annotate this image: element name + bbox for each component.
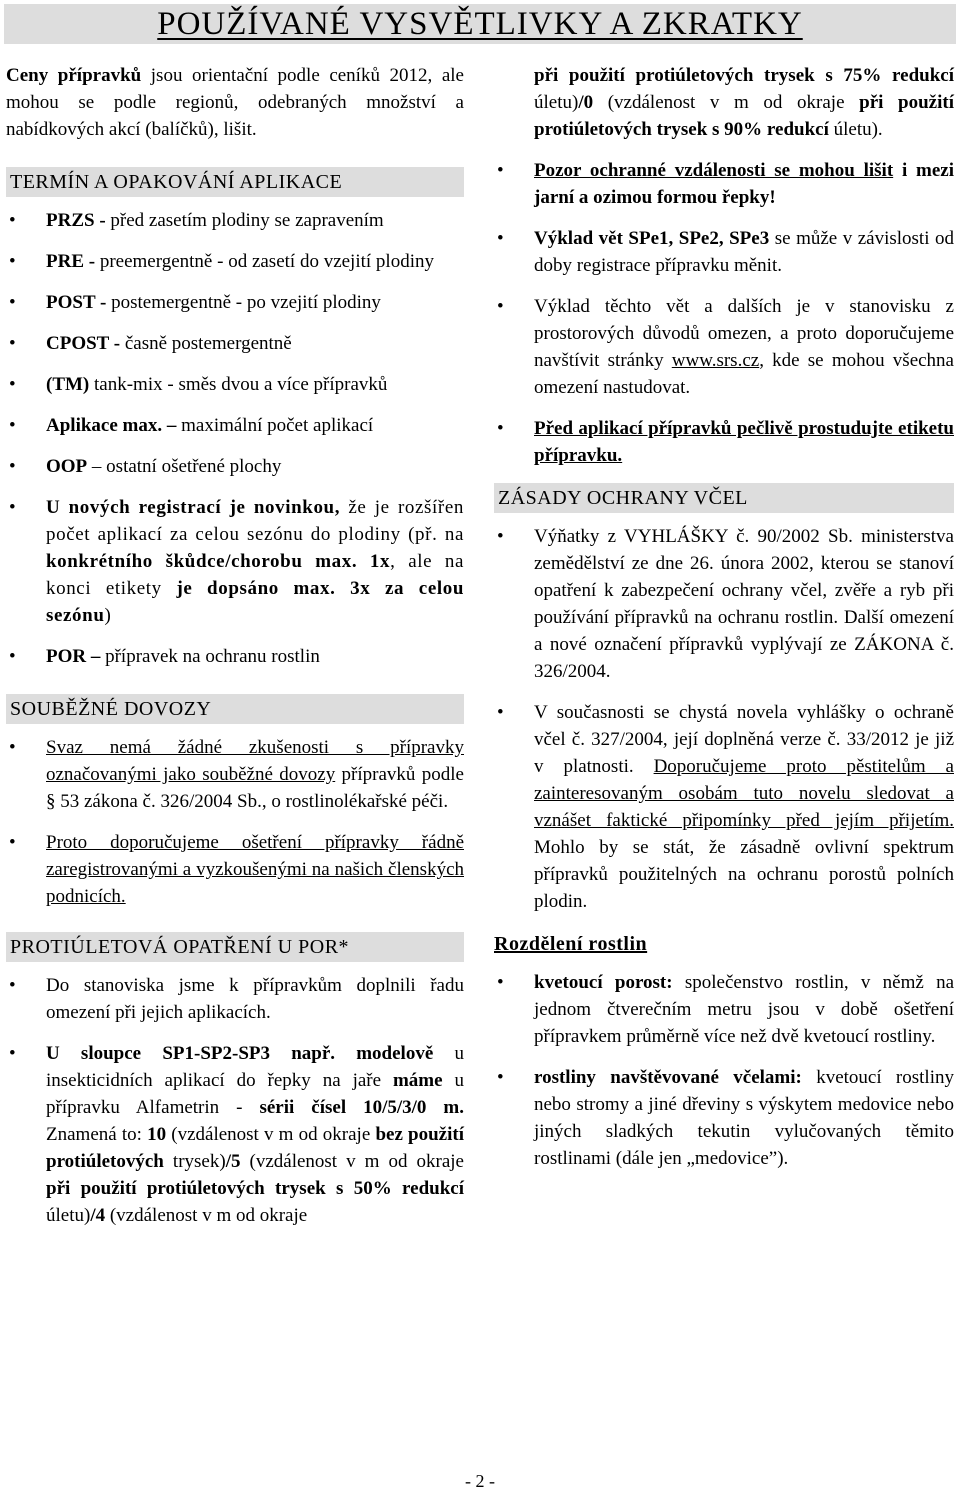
list-item: • Výklad těchto vět a dalších je v stanovisku z prostorových důvodů omezen, a proto doporučujeme navštívit stránky www.srs.cz, kde se mohou všechna omezení nastudovat. [494, 293, 954, 401]
list-item: • (TM) tank-mix - směs dvou a více přípravků [6, 371, 464, 398]
list-item: • OOP – ostatní ošetřené plochy [6, 453, 464, 480]
heading-termin: TERMÍN A OPAKOVÁNÍ APLIKACE [6, 167, 464, 197]
list-item: • Proto doporučujeme ošetření přípravky řádně zaregistrovanými a vyzkoušenými na našich členských podnicích. [6, 829, 464, 910]
list-item: • POR – přípravek na ochranu rostlin [6, 643, 464, 670]
heading-rozdeleni: Rozdělení rostlin [494, 933, 648, 955]
list-item: • Pozor ochranné vzdálenosti se mohou lišit i mezi jarní a ozimou formou řepky! [494, 157, 954, 211]
protiuletova-list [6, 972, 464, 1229]
soubezne-list [6, 734, 464, 910]
left-column [6, 62, 464, 1243]
list-item: • kvetoucí porost: společenstvo rostlin, v němž na jednom čtverečním metru jsou v době ošetření přípravkem průměrně více než dvě kvetoucí rostliny. [494, 969, 954, 1050]
continuation-text: při použití protiúletových trysek s 75% redukcí úletu)/0 (vzdálenost v m od okraje při použití protiúletových trysek s 90% redukcí úletu). [534, 65, 954, 140]
list-item: • CPOST - časně postemergentně [6, 330, 464, 357]
list-item: • V současnosti se chystá novela vyhlášky o ochraně včel č. 327/2004, její doplněná verze č. 33/2012 je již v platnosti. Doporučujeme proto pěstitelům a zainteresovaným osobám tuto novelu sledovat a vznášet faktické připomínky před jejím přijetím. Mohlo by se stát, že zásadně ovlivní spektrum přípravků použitelných na ochranu porostů polních plodin. [494, 699, 954, 915]
termin-list [6, 207, 464, 670]
right-column [494, 62, 954, 1186]
list-item: • Do stanoviska jsme k přípravkům doplnili řadu omezení při jejich aplikacích. [6, 972, 464, 1026]
list-item: • Výňatky z VYHLÁŠKY č. 90/2002 Sb. ministerstva zemědělství ze dne 26. února 2002, kterou se stanoví opatření k zabezpečení ochrany včel, zvěře a ryb při používání přípravků na ochranu rostlin. Další omezení a nové označení přípravků vyplývají ze ZÁKONA č. 326/2004. [494, 523, 954, 685]
title-banner [4, 4, 956, 44]
list-item-novinka: • U nových registrací je novinkou, že je rozšířen počet aplikací za celou sezónu do plodiny (př. na konkrétního škůdce/chorobu max. 1x, ale na konci etikety je dopsáno max. 3x za celou sezónu) [6, 494, 464, 629]
list-item: • PRE - preemergentně - od zasetí do vzejití plodiny [6, 248, 464, 275]
list-item: • Výklad vět SPe1, SPe2, SPe3 se může v závislosti od doby registrace přípravku měnit. [494, 225, 954, 279]
list-item: • PRZS - před zasetím plodiny se zapravením [6, 207, 464, 234]
list-item-modelove: • U sloupce SP1-SP2-SP3 např. modelově u insekticidních aplikací do řepky na jaře máme u přípravku Alfametrin - sérii čísel 10/5/3/0 m. Znamená to: 10 (vzdálenost v m od okraje bez použití protiúletových trysek)/5 (vzdálenost v m od okraje při použití protiúletových trysek s 50% redukcí úletu)/4 (vzdálenost v m od okraje [6, 1040, 464, 1229]
page-number: - 2 - [465, 1471, 495, 1491]
list-item: • Svaz nemá žádné zkušenosti s přípravky označovanými jako souběžné dovozy přípravků podle § 53 zákona č. 326/2004 Sb., o rostlinolékařské péči. [6, 734, 464, 815]
srs-link[interactable]: www.srs.cz [671, 350, 760, 371]
heading-vcel: ZÁSADY OCHRANY VČEL [494, 483, 954, 513]
list-item: • POST - postemergentně - po vzejití plodiny [6, 289, 464, 316]
heading-soubezne: SOUBĚŽNÉ DOVOZY [6, 694, 464, 724]
list-item: • rostliny navštěvované včelami: kvetoucí rostliny nebo stromy a jiné dřeviny s výskytem medovice nebo jiných sladkých tekutin vylučovaných těmito rostlinami (dále jen „medovice”). [494, 1064, 954, 1172]
page-title: POUŽÍVANÉ VYSVĚTLIVKY A ZKRATKY [157, 6, 803, 42]
notes-list [494, 157, 954, 469]
list-item: • Aplikace max. – maximální počet aplikací [6, 412, 464, 439]
rozdeleni-list [494, 969, 954, 1172]
list-item: • Před aplikací přípravků pečlivě prostudujte etiketu přípravku. [494, 415, 954, 469]
heading-protiuletova: PROTIÚLETOVÁ OPATŘENÍ U POR* [6, 932, 464, 962]
price-note: Ceny přípravků jsou orientační podle ceníků 2012, ale mohou se podle regionů, odebraných množství a nabídkových akcí (balíčků), lišit. [6, 65, 464, 140]
vcel-list [494, 523, 954, 915]
